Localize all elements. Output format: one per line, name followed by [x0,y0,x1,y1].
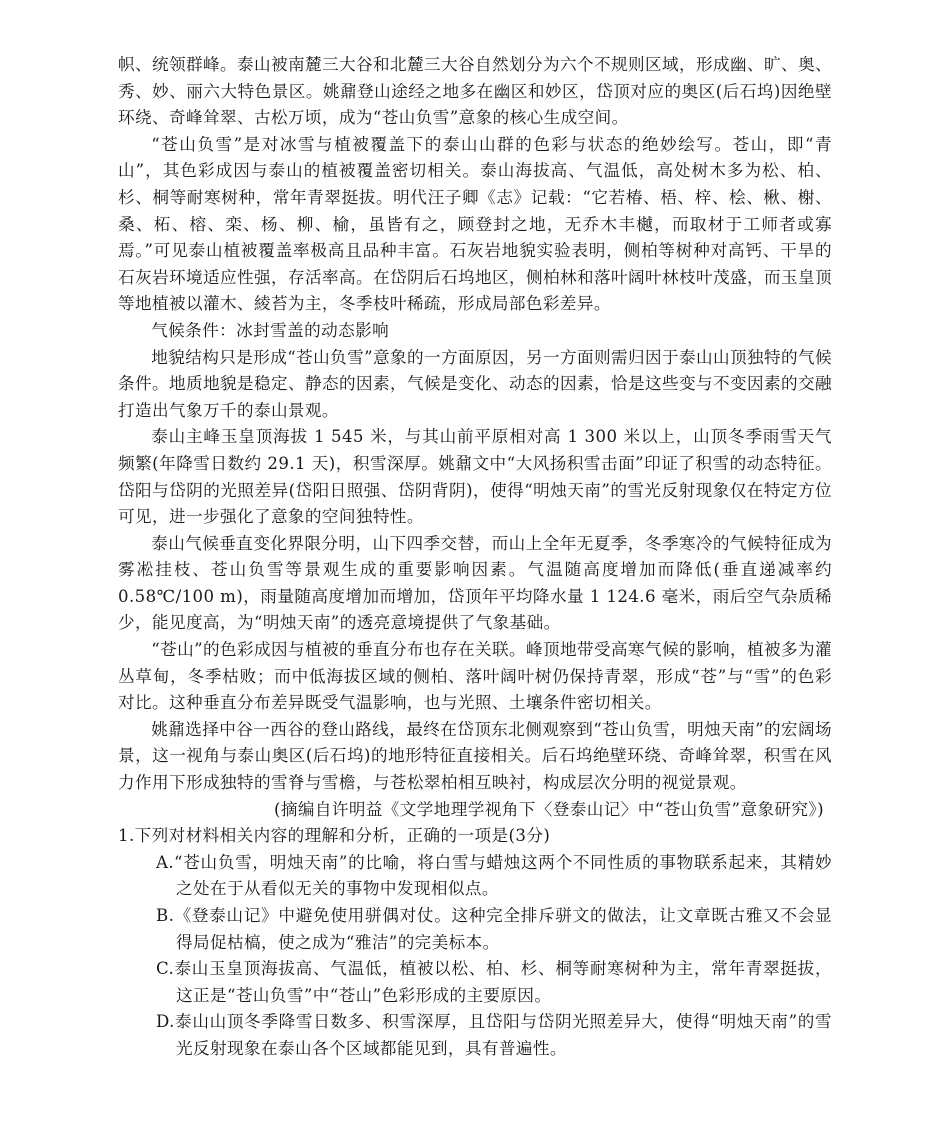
question-option-d: D.泰山山顶冬季降雪日数多、积雪深厚，且岱阳与岱阴光照差异大，使得“明烛天南”的雪光反射现象在泰山各个区域都能见到，具有普遍性。 [156,1012,832,1058]
passage-paragraph-route: 姚鼐选择中谷一西谷的登山路线，最终在岱顶东北侧观察到“苍山负雪，明烛天南”的宏阔场景，这一视角与泰山奥区(后石坞)的地形特征直接相关。后石坞绝壁环绕、奇峰耸翠，积雪在风力作用下形成独特的雪脊与雪檐，与苍松翠柏相互映衬，构成层次分明的视觉景观。 [118,719,832,793]
exam-page [118,52,832,1063]
question-stem: 1.下列对材料相关内容的理解和分析，正确的一项是(3分) [118,826,551,846]
passage-paragraph-vertical-climate: 泰山气候垂直变化界限分明，山下四季交替，而山上全年无夏季，冬季寒冷的气候特征成为雾凇挂枝、苍山负雪等景观生成的重要影响因素。气温随高度增加而降低(垂直递减率约 0.58℃/100 m)，雨量随高度增加而增加，岱顶年平均降水量 1 124.6 毫米，雨后空气杂质稀少，能见度高，为“明烛天南”的透亮意境提供了气象基础。 [118,533,832,633]
question-option-b: B.《登泰山记》中避免使用骈偶对仗。这种完全排斥骈文的做法，让文章既古雅又不会显得局促枯槁，使之成为“雅洁”的完美标本。 [156,906,832,952]
section-heading-climate: 气候条件：冰封雪盖的动态影响 [151,320,390,340]
source-citation: (摘编自许明益《文学地理学视角下〈登泰山记〉中“苍山负雪”意象研究》) [273,799,824,819]
passage-paragraph-vegetation-distribution: “苍山”的色彩成因与植被的垂直分布也存在关联。峰顶地带受高寒气候的影响，植被多为灌丛草甸，冬季枯败；而中低海拔区域的侧柏、落叶阔叶树仍保持青翠，形成“苍”与“雪”的色彩对比。这种垂直分布差异既受气温影响，也与光照、土壤条件密切相关。 [118,640,832,713]
passage-paragraph-continued: 帜、统领群峰。泰山被南麓三大谷和北麓三大谷自然划分为六个不规则区域，形成幽、旷、奥、秀、妙、丽六大特色景区。姚鼐登山途经之地多在幽区和妙区，岱顶对应的奥区(后石坞)因绝壁环绕、奇峰耸翠、古松万顷，成为“苍山负雪”意象的核心生成空间。 [118,55,832,128]
question-option-c: C.泰山玉皇顶海拔高、气温低，植被以松、柏、杉、桐等耐寒树种为主，常年青翠挺拔，这正是“苍山负雪”中“苍山”色彩形成的主要原因。 [156,959,832,1005]
passage-paragraph-snowfall: 泰山主峰玉皇顶海拔 1 545 米，与其山前平原相对高 1 300 米以上，山顶冬季雨雪天气频繁(年降雪日数约 29.1 天)，积雪深厚。姚鼐文中“大风扬积雪击面”印证了积雪的动态特征。岱阳与岱阴的光照差异(岱阳日照强、岱阴背阴)，使得“明烛天南”的雪光反射现象仅在特定方位可见，进一步强化了意象的空间独特性。 [118,427,832,527]
question-option-a: A.“苍山负雪，明烛天南”的比喻，将白雪与蜡烛这两个不同性质的事物联系起来，其精妙之处在于从看似无关的事物中发现相似点。 [156,852,832,899]
passage-paragraph-climate-intro: 地貌结构只是形成“苍山负雪”意象的一方面原因，另一方面则需归因于泰山山顶独特的气候条件。地质地貌是稳定、静态的因素，气候是变化、动态的因素，恰是这些变与不变因素的交融打造出气象万千的泰山景观。 [118,347,832,420]
passage-paragraph-vegetation: “苍山负雪”是对冰雪与植被覆盖下的泰山山群的色彩与状态的绝妙绘写。苍山，即“青山”，其色彩成因与泰山的植被覆盖密切相关。泰山海拔高、气温低，高处树木多为松、柏、杉、桐等耐寒树种，常年青翠挺拔。明代汪子卿《志》记载：“它若椿、梧、梓、桧、楸、榭、桑、柘、榕、栾、杨、柳、榆，虽皆有之，顾登封之地，无乔木丰樾，而取材于工师者或寡焉。”可见泰山植被覆盖率极高且品种丰富。石灰岩地貌实验表明，侧柏等树种对高钙、干旱的石灰岩环境适应性强，存活率高。在岱阴后石坞地区，侧柏林和落叶阔叶林枝叶茂盛，而玉皇顶等地植被以灌木、綾苔为主，冬季枝叶稀疏，形成局部色彩差异。 [118,134,832,314]
